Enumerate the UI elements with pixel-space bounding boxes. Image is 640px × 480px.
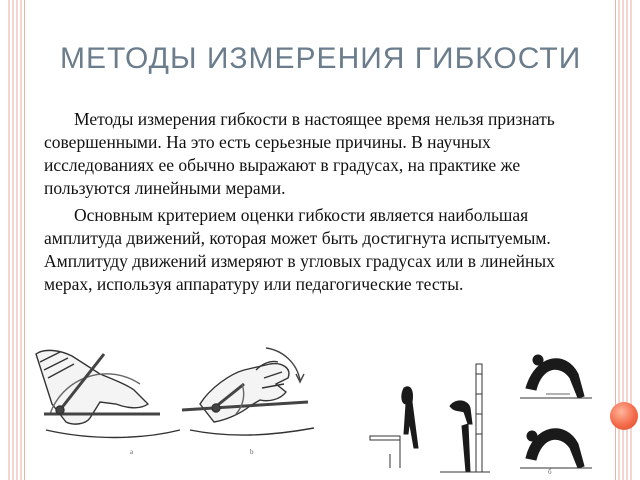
slide-body	[44, 108, 600, 300]
figure-caption-b: b	[250, 448, 254, 456]
left-border-decoration	[8, 0, 22, 480]
figure-caption-a: а	[130, 448, 134, 456]
slide-title: МЕТОДЫ ИЗМЕРЕНИЯ ГИБКОСТИ	[60, 42, 582, 75]
paragraph-1: Методы измерения гибкости в настоящее время нельзя признать совершенными. На это есть серьезные причины. В научных исследованиях ее обычно выражают в градусах, на практике же пользуются линейными мерами.	[44, 109, 555, 198]
flexibility-tests-illustration	[360, 344, 600, 476]
left-border-rule	[24, 0, 25, 480]
orange-circle-icon[interactable]	[610, 402, 638, 430]
paragraph-2: Основным критерием оценки гибкости является наибольшая амплитуда движений, которая может быть достигнута испытуемым. Амплитуду движений измеряют в угловых градусах или в линейных мерах, используя аппаратуру или педагогические тесты.	[44, 205, 555, 294]
goniometer-illustration	[30, 344, 320, 464]
figure-caption-right: б	[548, 468, 552, 476]
